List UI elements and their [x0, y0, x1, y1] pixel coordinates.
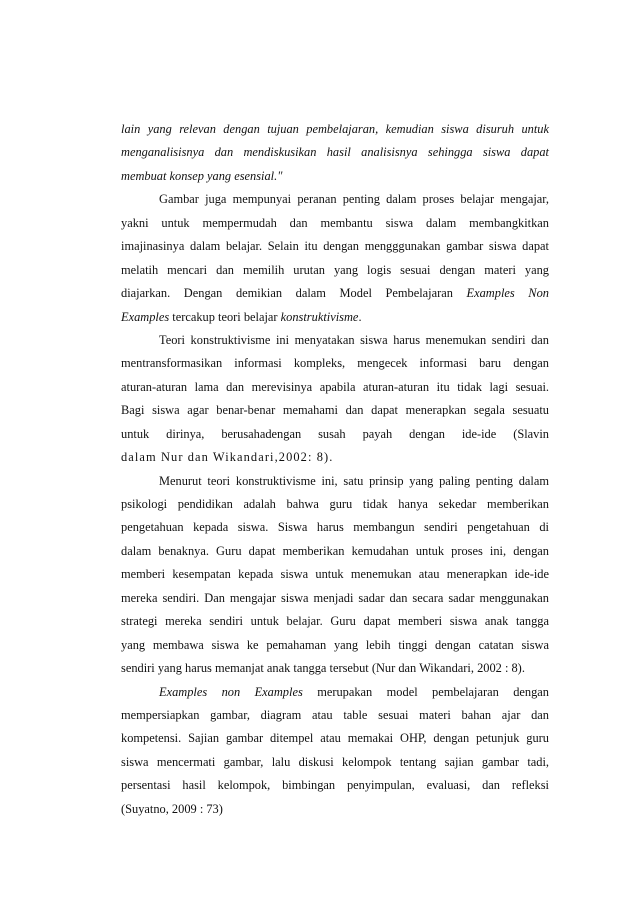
text-line	[121, 165, 549, 188]
text-line: untuk dirinya, berusahadengan susah payah dengan ide-ide (Slavin	[121, 426, 549, 441]
text-line: aturan-aturan lama dan merevisinya apabila aturan-aturan itu tidak lagi sesuai.	[121, 379, 549, 394]
text-line: siswa mencermati gambar, lalu diskusi kelompok tentang sajian gambar tadi,	[121, 754, 549, 769]
text-line: pengetahuan kepada siswa. Siswa harus membangun sendiri pengetahuan di	[121, 520, 549, 535]
text-line: imajinasinya dalam belajar. Selain itu dengan mengggunakan gambar siswa dapat	[121, 239, 549, 254]
text-line: kompetensi. Sajian gambar ditempel atau memakai OHP, dengan petunjuk guru	[121, 731, 549, 746]
text-line: mereka sendiri. Dan mengajar siswa menjadi sadar dan secara sadar menggunakan	[121, 590, 549, 605]
text-line: Gambar juga mempunyai peranan penting dalam proses belajar mengajar,	[159, 192, 549, 207]
text-line: sendiri yang harus memanjat anak tangga tersebut (Nur dan Wikandari, 2002 : 8).	[121, 661, 525, 676]
text-run: .	[358, 309, 362, 324]
text-line: dalam benaknya. Guru dapat memberikan kemudahan untuk proses ini, dengan	[121, 543, 549, 558]
italic-text: Examples non Examples	[159, 684, 303, 699]
text-line: dalam Nur dan Wikandari,2002: 8).	[121, 450, 334, 465]
text-run: diajarkan. Dengan demikian dalam Model Pembelajaran	[121, 286, 453, 301]
body-text	[121, 118, 549, 821]
text-run: merupakan model pembelajaran dengan	[317, 684, 549, 699]
text-line	[121, 141, 549, 164]
text-line: strategi mereka sendiri untuk belajar. Guru dapat memberi siswa anak tangga	[121, 614, 549, 629]
text-line: mentransformasikan informasi kompleks, mengecek informasi baru dengan	[121, 356, 549, 371]
text-line: (Suyatno, 2009 : 73)	[121, 801, 223, 816]
italic-text: Examples Non	[466, 286, 549, 301]
italic-text: Examples	[121, 309, 170, 324]
text-line	[121, 306, 549, 329]
text-line	[121, 681, 549, 704]
italic-text: konstruktivisme	[280, 309, 359, 324]
text-line: melatih mencari dan memilih urutan yang logis sesuai dengan materi yang	[121, 262, 549, 277]
italic-text: menganalisisnya dan mendiskusikan hasil analisisnya sehingga siswa dapat	[121, 145, 549, 160]
text-line	[121, 118, 549, 141]
text-line: yakni untuk mempermudah dan membantu siswa dalam membangkitkan	[121, 215, 549, 230]
text-line: yang membawa siswa ke pemahaman yang lebih tinggi dengan catatan siswa	[121, 637, 549, 652]
text-line: memberi kesempatan kepada siswa untuk menemukan atau menerapkan ide-ide	[121, 567, 549, 582]
text-line: psikologi pendidikan adalah bahwa guru tidak hanya sekedar memberikan	[121, 497, 549, 511]
text-line: Bagi siswa agar benar-benar memahami dan dapat menerapkan segala sesuatu	[121, 403, 549, 418]
text-run: tercakup teori belajar	[172, 309, 278, 324]
text-line: Teori konstruktivisme ini menyatakan siswa harus menemukan sendiri dan	[159, 332, 549, 347]
italic-text: membuat konsep yang esensial."	[121, 168, 283, 183]
text-line: persentasi hasil kelompok, bimbingan penyimpulan, evaluasi, dan refleksi	[121, 778, 549, 793]
text-line	[121, 282, 549, 305]
text-line: mempersiapkan gambar, diagram atau table sesuai materi bahan ajar dan	[121, 707, 549, 722]
italic-text: lain yang relevan dengan tujuan pembelajaran, kemudian siswa disuruh untuk	[121, 122, 549, 136]
text-line: Menurut teori konstruktivisme ini, satu prinsip yang paling penting dalam	[159, 473, 549, 488]
